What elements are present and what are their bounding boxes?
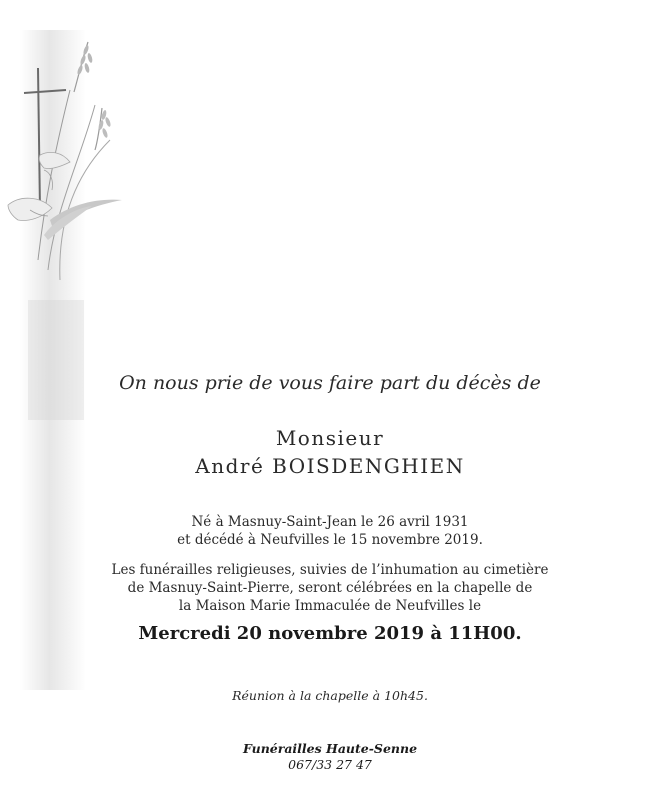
deceased-name: André BOISDENGHIEN [195,454,465,478]
birth-death-text [0,513,660,549]
death-line: et décédé à Neufvilles le 15 novembre 2019. [177,532,483,548]
funeral-text [0,561,660,615]
cross-lily-icon [0,30,140,280]
funeral-line: la Maison Marie Immaculée de Neufvilles le [178,598,482,614]
meeting-note: Réunion à la chapelle à 10h45. [232,688,428,703]
funeral-home-name: Funérailles Haute-Senne [242,741,418,756]
ceremony-date: Mercredi 20 novembre 2019 à 11H00. [138,623,522,644]
birth-line: Né à Masnuy-Saint-Jean le 26 avril 1931 [191,514,469,530]
deceased-title: Monsieur [275,426,385,450]
funeral-line: Les funérailles religieuses, suivies de l’inhumation au cimetière [111,562,549,578]
announcement-intro: On nous prie de vous faire part du décès de [119,372,541,394]
decorative-side-panel [28,300,84,420]
funeral-home-phone: 067/33 27 47 [288,757,372,772]
funeral-line: de Masnuy-Saint-Pierre, seront célébrées en la chapelle de [127,580,533,596]
